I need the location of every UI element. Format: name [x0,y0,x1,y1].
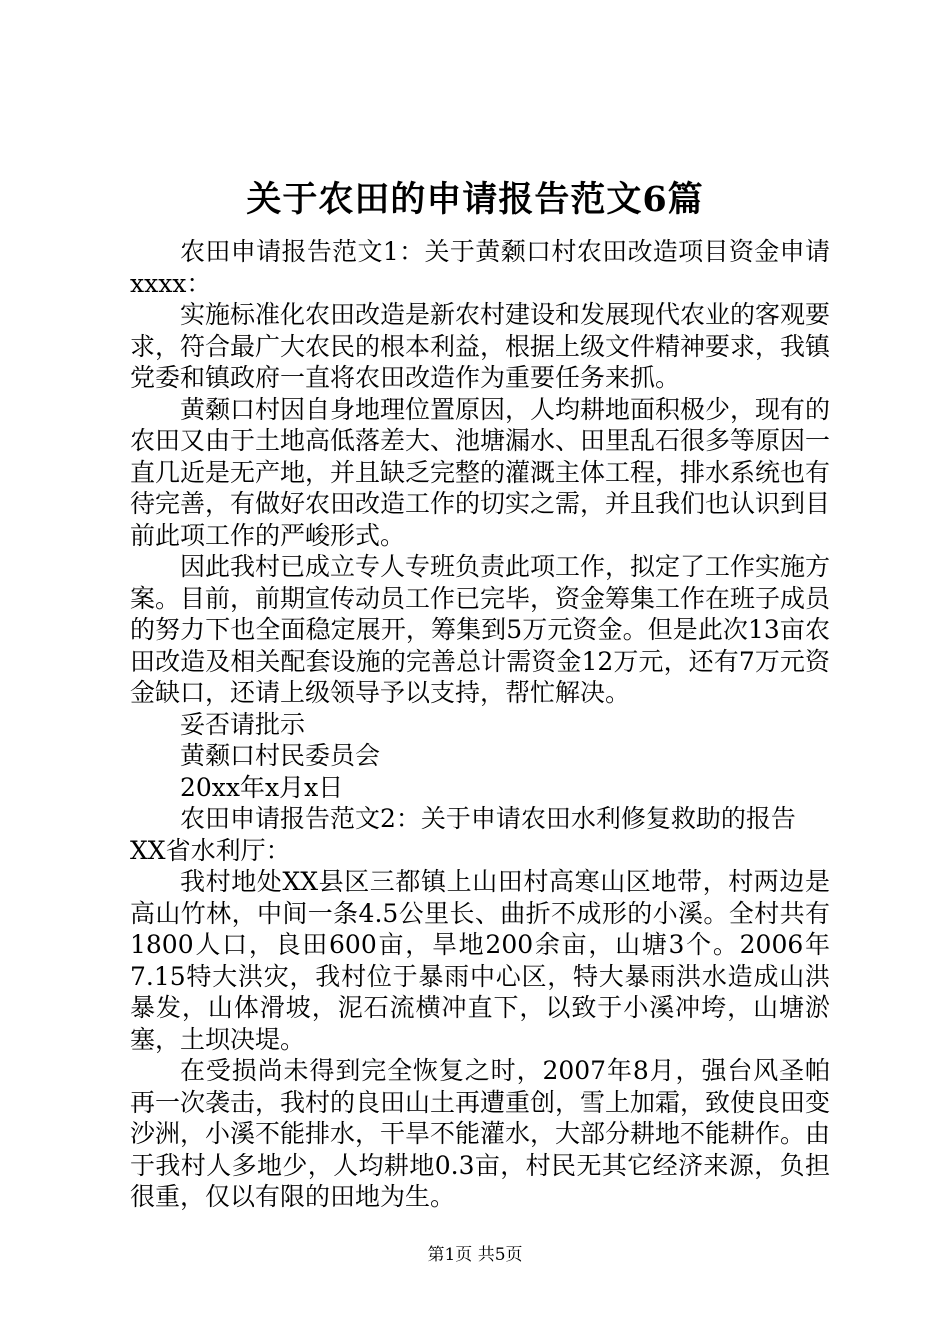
paragraph-signatory: 黄颡口村民委员会 [180,741,381,770]
document-title: 关于农田的申请报告范文6篇 [246,179,704,220]
paragraph-addressee: XX省水利厅： [130,835,291,865]
paragraph-funding-request: 因此我村已成立专人专班负责此项工作，拟定了工作实施方案。目前，前期宣传动员工作已完毕，资金筹集工作在班子成员的努力下也全面稳定展开，筹集到5万元资金。但是此次13亩农田改造及相关配套设施的完善总计需资金12万元，还有7万元资金缺口，还请上级领导予以支持，帮忙解决。 [130,552,831,707]
paragraph-approval-request: 妥否请批示 [180,709,306,739]
page-footer: 第1页 共5页 [427,1245,523,1265]
paragraph-sample-1-heading: 农田申请报告范文1：关于黄颡口村农田改造项目资金申请xxxx： [130,237,830,298]
paragraph-situation: 黄颡口村因自身地理位置原因，人均耕地面积极少，现有的农田又由于土地高低落差大、池塘漏水、田里乱石很多等原因一直几近是无产地，并且缺乏完整的灌溉主体工程，排水系统也有待完善，有做好农田改造工作的切实之需，并且我们也认识到目前此项工作的严峻形式。 [130,394,831,550]
paragraph-intro: 实施标准化农田改造是新农村建设和发展现代农业的客观要求，符合最广大农民的根本利益，根据上级文件精神要求，我镇党委和镇政府一直将农田改造作为重要任务来抓。 [130,300,831,392]
paragraph-sample-2-heading: 农田申请报告范文2：关于申请农田水利修复救助的报告 [180,804,796,833]
paragraph-typhoon-damage: 在受损尚未得到完全恢复之时，2007年8月，强台风圣帕再一次袭击，我村的良田山土再遭重创，雪上加霜，致使良田变沙洲，小溪不能排水，干旱不能灌水，大部分耕地不能耕作。由于我村人多地少，人均耕地0.3亩，村民无其它经济来源，负担很重，仅以有限的田地为生。 [130,1056,831,1211]
paragraph-village-description: 我村地处XX县区三都镇上山田村高寒山区地带，村两边是高山竹林，中间一条4.5公里长、曲折不成形的小溪。全村共有1800人口，良田600亩，旱地200余亩，山塘3个。2006年7.15特大洪灾，我村位于暴雨中心区，特大暴雨洪水造成山洪暴发，山体滑坡，泥石流横冲直下，以致于小溪冲垮，山塘淤塞，土坝决堤。 [130,867,830,1054]
paragraph-date: 20xx年x月x日 [180,772,344,802]
document-body [130,236,830,1213]
